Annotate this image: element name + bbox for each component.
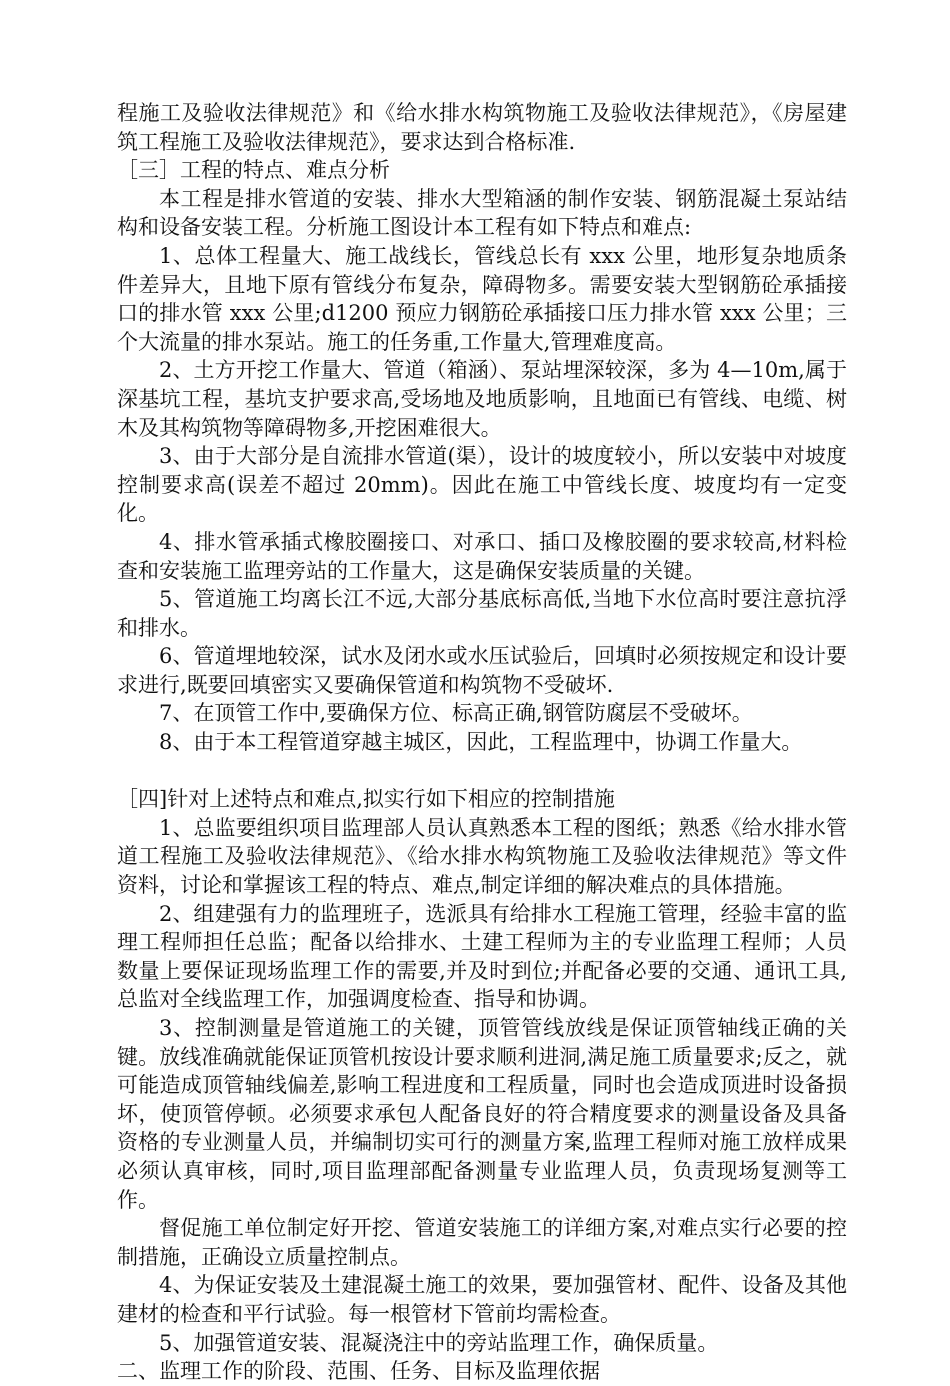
section-heading-4: ［四]针对上述特点和难点,拟实行如下相应的控制措施 <box>117 787 615 812</box>
chapter-heading-2: 二、监理工作的阶段、范围、任务、目标及监理依据 <box>117 1359 600 1384</box>
list-item-feature-2: 2、土方开挖工作量大、管道（箱涵）、泵站埋深较深，多为 4—10m,属于深基坑工程，基坑支护要求高,受场地及地质影响，且地面已有管线、电缆、树木及其构筑物等障碍物多,开挖困难很大。 <box>117 358 847 440</box>
section-heading-3: ［三］工程的特点、难点分析 <box>117 158 390 183</box>
list-item-measure-5: 5、加强管道安装、混凝浇注中的旁站监理工作，确保质量。 <box>159 1330 719 1355</box>
list-item-feature-1: 1、总体工程量大、施工战线长，管线总长有 xxx 公里，地形复杂地质条件差异大，且地下原有管线分布复杂，障碍物多。需要安装大型钢筋砼承插接口的排水管 xxx 公里;d1200 预应力钢筋砼承插接口压力排水管 xxx 公里；三个大流量的排水泵站。施工的任务重,工作量大,管理难度高。 <box>117 243 847 354</box>
list-item-measure-2: 2、组建强有力的监理班子，选派具有给排水工程施工管理，经验丰富的监理工程师担任总监；配备以给排水、土建工程师为主的专业监理工程师；人员数量上要保证现场监理工作的需要,并及时到位;并配备必要的交通、通讯工具,总监对全线监理工作，加强调度检查、指导和协调。 <box>117 901 847 1012</box>
list-item-feature-8: 8、由于本工程管道穿越主城区，因此，工程监理中，协调工作量大。 <box>159 730 803 755</box>
list-item-measure-3: 3、控制测量是管道施工的关键，顶管管线放线是保证顶管轴线正确的关键。放线准确就能保证顶管机按设计要求顺利进洞,满足施工质量要求;反之，就可能造成顶管轴线偏差,影响工程进度和工程质量，同时也会造成顶进时设备损坏，使顶管停顿。必须要求承包人配备良好的符合精度要求的测量设备及具备资格的专业测量人员，并编制切实可行的测量方案,监理工程师对施工放样成果必须认真审核，同时,项目监理部配备测量专业监理人员，负责现场复测等工作。 <box>117 1016 847 1212</box>
document-body <box>117 99 847 1386</box>
list-item-feature-4: 4、排水管承插式橡胶圈接口、对承口、插口及橡胶圈的要求较高,材料检查和安装施工监理旁站的工作量大，这是确保安装质量的关键。 <box>117 529 847 583</box>
list-item-feature-5: 5、管道施工均离长江不远,大部分基底标高低,当地下水位高时要注意抗浮和排水。 <box>117 587 847 640</box>
list-item-feature-6: 6、管道埋地较深，试水及闭水或水压试验后，回填时必须按规定和设计要求进行,既要回填密实又要确保管道和构筑物不受破坏. <box>117 644 847 697</box>
list-item-feature-7: 7、在顶管工作中,要确保方位、标高正确,钢管防腐层不受破坏。 <box>159 701 753 726</box>
list-item-measure-4: 4、为保证安装及土建混凝土施工的效果，要加强管材、配件、设备及其他建材的检查和平行试验。每一根管材下管前均需检查。 <box>117 1273 847 1326</box>
list-item-measure-1: 1、总监要组织项目监理部人员认真熟悉本工程的图纸；熟悉《给水排水管道工程施工及验收法律规范》、《给水排水构筑物施工及验收法律规范》等文件资料，讨论和掌握该工程的特点、难点,制定详细的解决难点的具体措施。 <box>117 815 847 898</box>
paragraph-intro: 本工程是排水管道的安装、排水大型箱涵的制作安装、钢筋混凝土泵站结构和设备安装工程。分析施工图设计本工程有如下特点和难点: <box>117 186 847 240</box>
paragraph-spacer <box>117 757 847 786</box>
paragraph-standards-continuation: 程施工及验收法律规范》和《给水排水构筑物施工及验收法律规范》，《房屋建筑工程施工及验收法律规范》，要求达到合格标准. <box>117 101 847 154</box>
list-item-feature-3: 3、由于大部分是自流排水管道(渠），设计的坡度较小，所以安装中对坡度控制要求高(误差不超过 20mm)。因此在施工中管线长度、坡度均有一定变化。 <box>117 444 847 526</box>
paragraph-supervision-plan: 督促施工单位制定好开挖、管道安装施工的详细方案,对难点实行必要的控制措施，正确设立质量控制点。 <box>117 1216 847 1269</box>
